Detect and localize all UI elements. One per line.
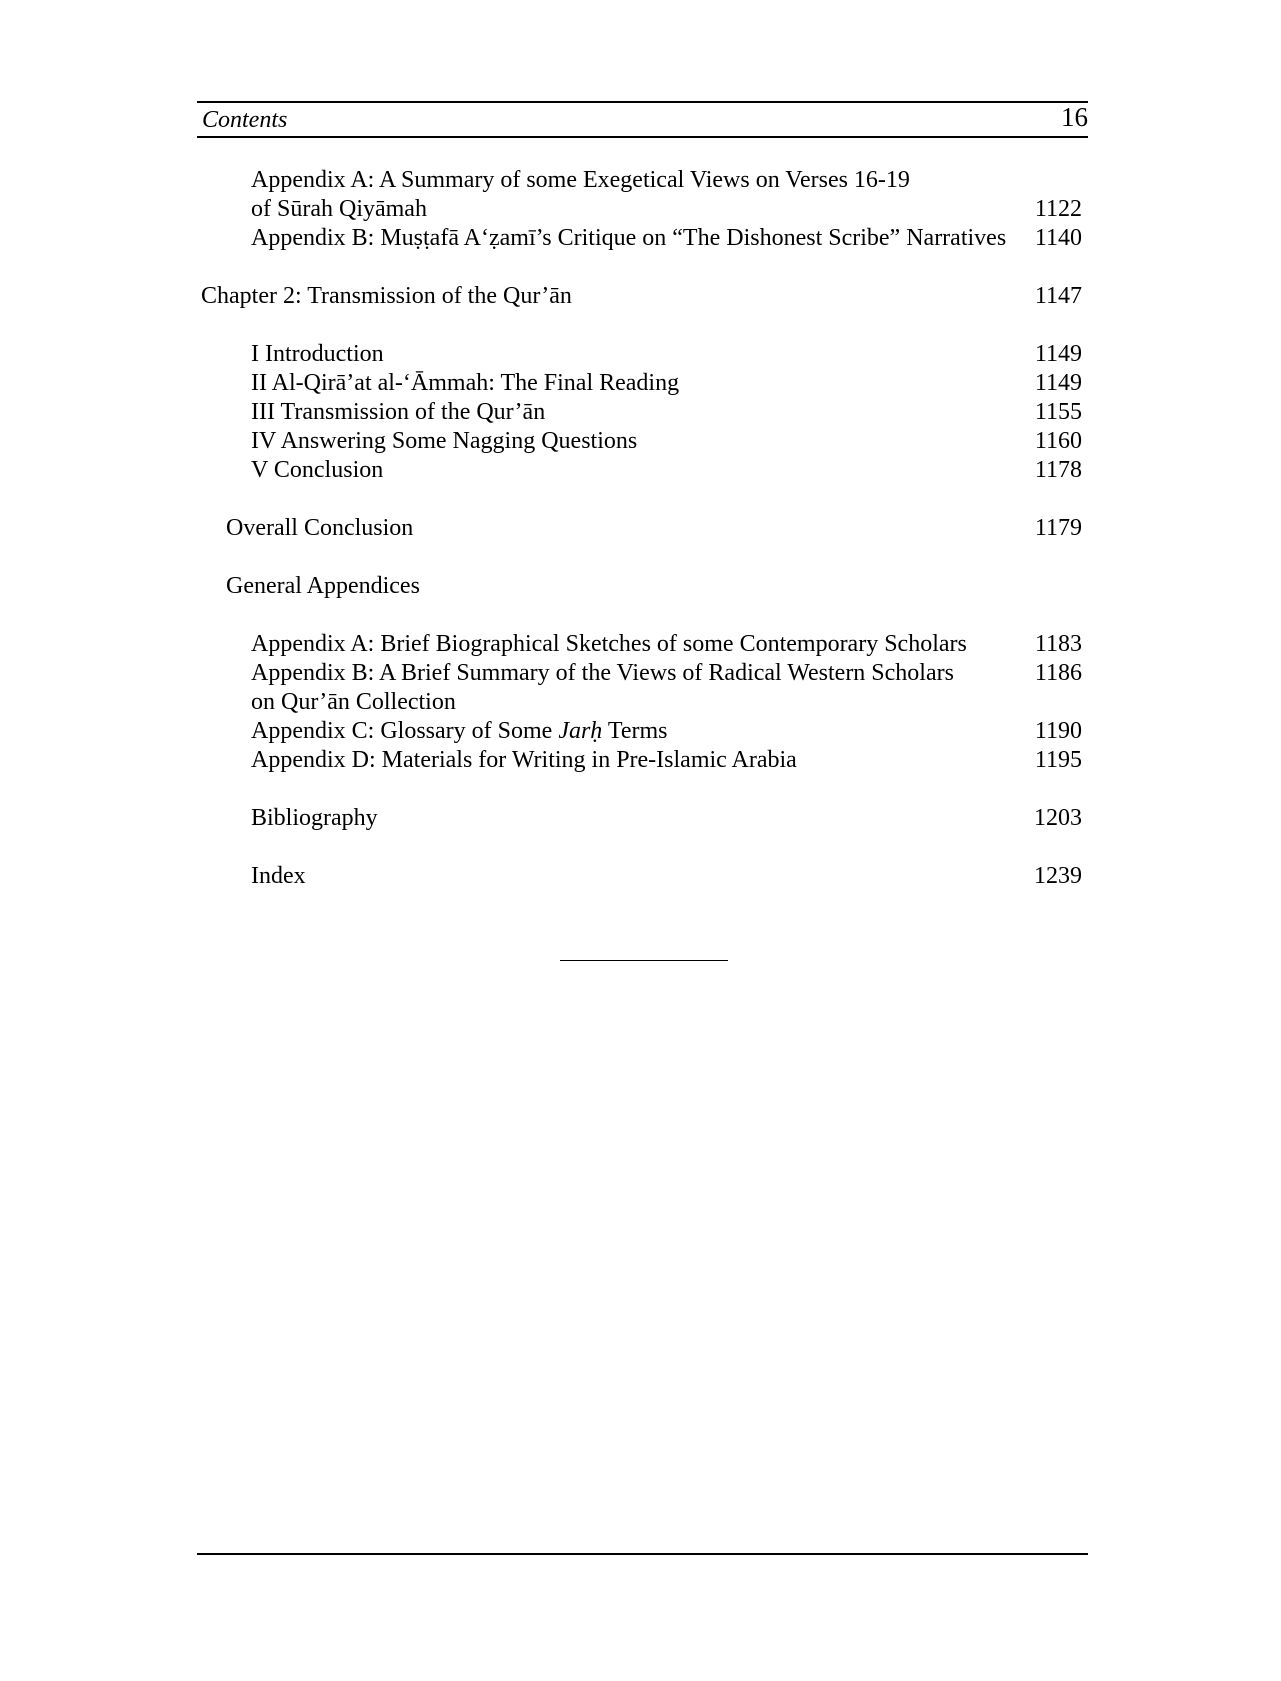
toc-entry-general-appendix-b-line2: on Qur’ān Collection xyxy=(251,689,456,715)
toc-entry-appendix-b: Appendix B: Muṣṭafā A‘ẓamī’s Critique on “The Dishonest Scribe” Narratives xyxy=(251,225,1007,251)
toc-page-appendix-a: 1122 xyxy=(1034,196,1082,222)
toc-page-section: 1160 xyxy=(1034,428,1082,454)
header-rule-bottom xyxy=(197,136,1088,138)
toc-entry-section: V Conclusion xyxy=(251,457,384,483)
toc-entry-chapter-2: Chapter 2: Transmission of the Qur’ān xyxy=(201,283,572,309)
header-rule-top xyxy=(197,101,1088,103)
running-head: Contents xyxy=(202,107,288,133)
toc-page-appendix-b: 1140 xyxy=(1034,225,1082,251)
toc-page-bibliography: 1203 xyxy=(1034,805,1082,831)
toc-page-index: 1239 xyxy=(1034,863,1082,889)
toc-page-section: 1155 xyxy=(1034,399,1082,425)
toc-page-section: 1178 xyxy=(1034,457,1082,483)
toc-page-section: 1149 xyxy=(1034,341,1082,367)
toc-entry-section: III Transmission of the Qur’ān xyxy=(251,399,546,425)
toc-entry-general-appendices: General Appendices xyxy=(226,573,420,599)
toc-page-general-appendix-d: 1195 xyxy=(1034,747,1082,773)
toc-entry-general-appendix-c-suffix: Terms xyxy=(602,718,668,744)
toc-entry-section: I Introduction xyxy=(251,341,384,367)
toc-page-general-appendix-b: 1186 xyxy=(1034,660,1082,686)
footer-rule xyxy=(197,1553,1088,1555)
toc-entry-bibliography: Bibliography xyxy=(251,805,378,831)
toc-page-general-appendix-c: 1190 xyxy=(1034,718,1082,744)
toc-page-general-appendix-a: 1183 xyxy=(1034,631,1082,657)
toc-entry-general-appendix-c-term: Jarḥ xyxy=(558,718,603,744)
toc-entry-general-appendix-c-prefix: Appendix C: Glossary of Some xyxy=(251,718,559,744)
toc-entry-section: IV Answering Some Nagging Questions xyxy=(251,428,638,454)
toc-page-overall-conclusion: 1179 xyxy=(1034,515,1082,541)
toc-entry-section: II Al-Qirā’at al-‘Āmmah: The Final Reading xyxy=(251,370,680,396)
end-rule xyxy=(560,960,728,961)
toc-entry-general-appendix-b-line1: Appendix B: A Brief Summary of the Views of Radical Western Scholars xyxy=(251,660,954,686)
toc-entry-overall-conclusion: Overall Conclusion xyxy=(226,515,414,541)
toc-page-chapter-2: 1147 xyxy=(1034,283,1082,309)
toc-page-section: 1149 xyxy=(1034,370,1082,396)
toc-entry-general-appendix-c xyxy=(251,717,668,746)
toc-entry-general-appendix-d: Appendix D: Materials for Writing in Pre-Islamic Arabia xyxy=(251,747,797,773)
toc-entry-index: Index xyxy=(251,863,306,889)
page-number: 16 xyxy=(1061,102,1088,132)
toc-entry-appendix-a-line1: Appendix A: A Summary of some Exegetical Views on Verses 16-19 xyxy=(251,167,910,193)
toc-entry-general-appendix-a: Appendix A: Brief Biographical Sketches of some Contemporary Scholars xyxy=(251,631,967,657)
toc-entry-appendix-a-line2: of Sūrah Qiyāmah xyxy=(251,196,427,222)
